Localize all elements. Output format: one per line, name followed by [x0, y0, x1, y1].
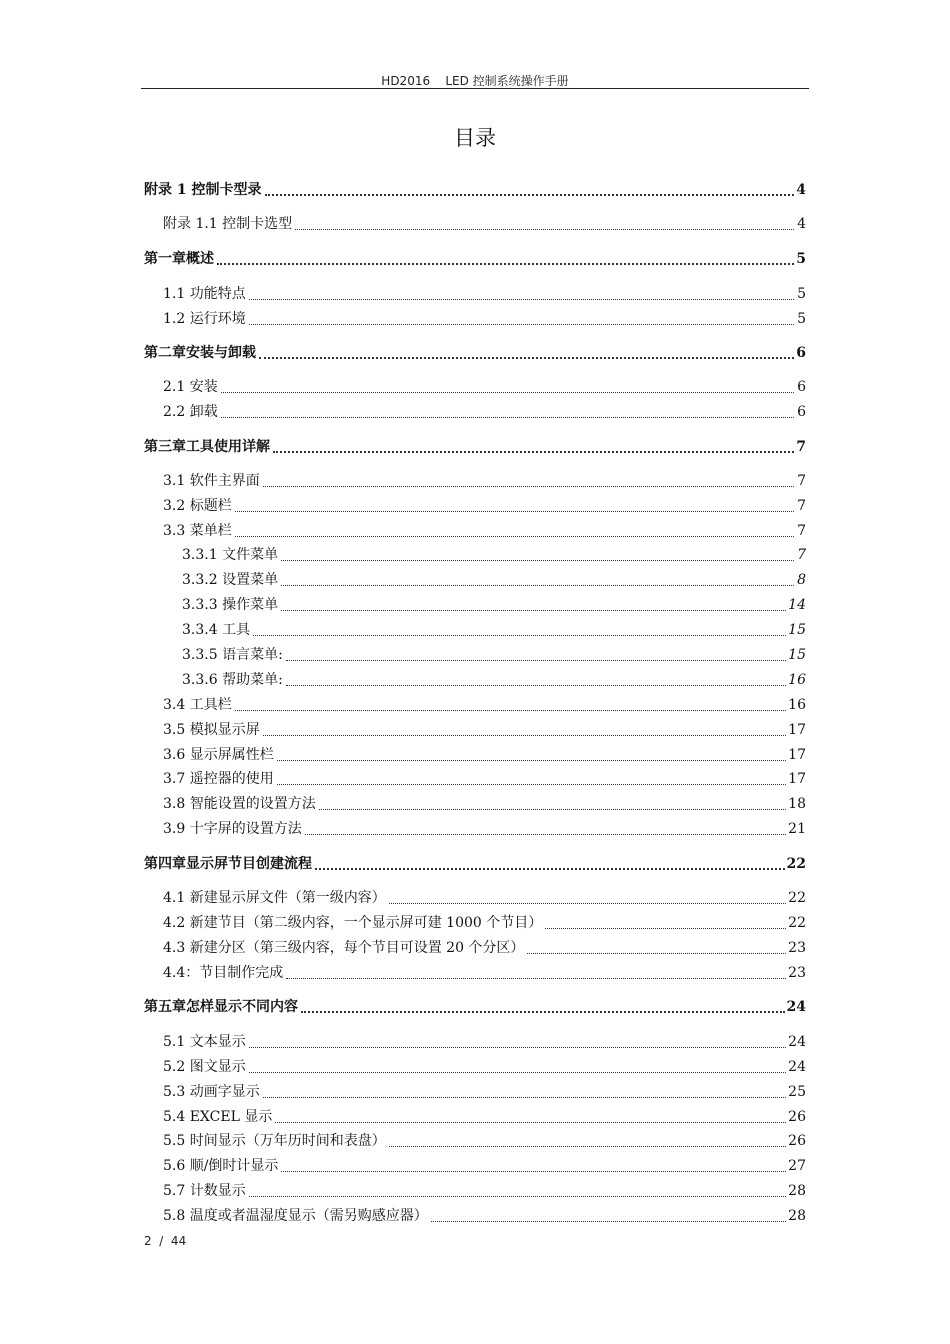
toc-entry-label: 3.3.1 文件菜单 [182, 547, 279, 563]
toc-entry[interactable] [163, 939, 806, 957]
toc-entry[interactable] [163, 721, 806, 739]
toc-leader-dots [286, 650, 786, 661]
toc-leader-dots [265, 184, 795, 196]
toc-entry-page: 14 [788, 597, 806, 613]
toc-entry[interactable] [144, 438, 806, 456]
toc-leader-dots [286, 968, 786, 979]
toc-entry-page: 4 [796, 182, 806, 198]
toc-entry[interactable] [163, 378, 806, 396]
toc-entry-page: 18 [788, 796, 806, 812]
toc-entry-label: 5.5 时间显示（万年历时间和表盘） [163, 1133, 386, 1149]
toc-leader-dots [277, 750, 786, 761]
toc-entry-page: 28 [788, 1208, 806, 1224]
toc-entry-page: 27 [788, 1158, 806, 1174]
toc-entry[interactable] [163, 310, 806, 328]
toc-entry-label: 3.2 标题栏 [163, 498, 232, 514]
toc-entry-page: 16 [788, 672, 806, 688]
toc-entry-label: 3.5 模拟显示屏 [163, 722, 260, 738]
toc-entry-page: 15 [788, 647, 806, 663]
toc-entry-label: 第四章显示屏节目创建流程 [144, 856, 312, 872]
toc-entry[interactable] [182, 571, 806, 589]
toc-entry-page: 23 [788, 940, 806, 956]
toc-leader-dots [273, 441, 794, 453]
toc-entry-label: 3.3.3 操作菜单 [182, 597, 279, 613]
toc-entry[interactable] [163, 795, 806, 813]
toc-entry-label: 3.3 菜单栏 [163, 523, 232, 539]
toc-leader-dots [253, 625, 786, 636]
toc-leader-dots [221, 407, 794, 418]
toc-entry-page: 24 [788, 1034, 806, 1050]
toc-entry-page: 24 [788, 1059, 806, 1075]
toc-entry[interactable] [163, 472, 806, 490]
page-number: 2 / 44 [144, 1234, 187, 1248]
toc-entry[interactable] [163, 964, 806, 982]
toc-entry-page: 4 [797, 216, 806, 232]
toc-leader-dots [286, 675, 786, 686]
toc-entry-label: 5.4 EXCEL 显示 [163, 1109, 273, 1125]
toc-entry-label: 4.1 新建显示屏文件（第一级内容） [163, 890, 386, 906]
toc-entry[interactable] [144, 855, 806, 873]
toc-leader-dots [281, 1161, 786, 1172]
toc-entry[interactable] [182, 646, 806, 664]
toc-leader-dots [281, 550, 794, 561]
toc-entry[interactable] [182, 621, 806, 639]
toc-entry[interactable] [163, 522, 806, 540]
toc-leader-dots [263, 1087, 786, 1098]
toc-entry-label: 3.9 十字屏的设置方法 [163, 821, 302, 837]
toc-entry-page: 7 [797, 547, 806, 563]
toc-entry-page: 23 [788, 965, 806, 981]
toc-entry[interactable] [163, 1207, 806, 1225]
toc-leader-dots [389, 893, 786, 904]
toc-entry-page: 17 [788, 771, 806, 787]
toc-entry-page: 5 [797, 311, 806, 327]
toc-leader-dots [301, 1001, 785, 1013]
toc-entry[interactable] [163, 497, 806, 515]
toc-leader-dots [249, 1037, 786, 1048]
toc-entry-page: 8 [797, 572, 806, 588]
toc-entry-label: 2.2 卸载 [163, 404, 218, 420]
toc-entry-page: 5 [797, 286, 806, 302]
toc-entry-page: 5 [796, 251, 806, 267]
toc-leader-dots [389, 1136, 786, 1147]
toc-entry-label: 3.7 遥控器的使用 [163, 771, 274, 787]
toc-entry[interactable] [182, 671, 806, 689]
toc-entry-label: 附录 1 控制卡型录 [144, 182, 262, 198]
toc-entry[interactable] [163, 215, 806, 233]
toc-entry-label: 4.2 新建节目（第二级内容，一个显示屏可建 1000 个节目） [163, 915, 543, 931]
toc-leader-dots [249, 289, 794, 300]
toc-entry[interactable] [163, 1132, 806, 1150]
toc-leader-dots [295, 219, 794, 230]
toc-entry[interactable] [163, 914, 806, 932]
toc-entry-page: 6 [797, 404, 806, 420]
toc-entry-label: 4.3 新建分区（第三级内容，每个节目可设置 20 个分区） [163, 940, 525, 956]
toc-entry-page: 16 [788, 697, 806, 713]
toc-entry-label: 第一章概述 [144, 251, 214, 267]
toc-leader-dots [315, 858, 785, 870]
toc-entry-label: 2.1 安装 [163, 379, 218, 395]
toc-entry-page: 24 [786, 999, 806, 1015]
toc-leader-dots [249, 1186, 786, 1197]
toc-entry-page: 22 [786, 856, 806, 872]
toc-entry[interactable] [163, 770, 806, 788]
toc-entry-label: 3.6 显示屏属性栏 [163, 747, 274, 763]
toc-entry-page: 6 [797, 379, 806, 395]
toc-entry-label: 第二章安装与卸载 [144, 345, 256, 361]
toc-leader-dots [235, 526, 794, 537]
toc-leader-dots [221, 382, 794, 393]
toc-entry[interactable] [144, 344, 806, 362]
toc-entry[interactable] [163, 746, 806, 764]
toc-entry-label: 1.1 功能特点 [163, 286, 246, 302]
toc-entry-page: 26 [788, 1133, 806, 1149]
toc-entry[interactable] [163, 1033, 806, 1051]
toc-leader-dots [259, 347, 794, 359]
toc-entry[interactable] [163, 285, 806, 303]
toc-entry[interactable] [163, 1083, 806, 1101]
toc-entry-page: 17 [788, 747, 806, 763]
toc-leader-dots [263, 476, 794, 487]
toc-entry-label: 3.3.2 设置菜单 [182, 572, 279, 588]
toc-leader-dots [281, 600, 786, 611]
toc-entry-label: 3.3.4 工具 [182, 622, 251, 638]
toc-entry-page: 26 [788, 1109, 806, 1125]
toc-entry-label: 3.4 工具栏 [163, 697, 232, 713]
toc-entry[interactable] [163, 1182, 806, 1200]
toc-entry-label: 5.1 文本显示 [163, 1034, 246, 1050]
toc-entry-page: 28 [788, 1183, 806, 1199]
toc-leader-dots [545, 918, 786, 929]
toc-leader-dots [263, 725, 786, 736]
toc-leader-dots [275, 1112, 786, 1123]
toc-entry-page: 17 [788, 722, 806, 738]
toc-entry-page: 6 [796, 345, 806, 361]
toc-entry[interactable] [163, 1157, 806, 1175]
toc-entry-page: 15 [788, 622, 806, 638]
toc-entry[interactable] [144, 250, 806, 268]
toc-entry[interactable] [163, 820, 806, 838]
toc-entry-page: 22 [788, 915, 806, 931]
toc-entry-label: 5.3 动画字显示 [163, 1084, 260, 1100]
toc-entry[interactable] [144, 998, 806, 1016]
toc-leader-dots [527, 943, 786, 954]
toc-leader-dots [249, 314, 794, 325]
toc-entry-page: 7 [796, 439, 806, 455]
toc-entry-page: 22 [788, 890, 806, 906]
toc-entry-label: 3.3.5 语言菜单: [182, 647, 283, 663]
toc-entry-label: 1.2 运行环境 [163, 311, 246, 327]
toc-entry-label: 第三章工具使用详解 [144, 439, 270, 455]
toc-entry-page: 21 [788, 821, 806, 837]
toc-entry[interactable] [144, 181, 806, 199]
toc-entry[interactable] [163, 889, 806, 907]
toc-entry-page: 7 [797, 523, 806, 539]
toc-entry-label: 第五章怎样显示不同内容 [144, 999, 298, 1015]
toc-entry-label: 5.2 图文显示 [163, 1059, 246, 1075]
page-title: 目录 [454, 126, 496, 150]
toc-leader-dots [249, 1062, 786, 1073]
toc-leader-dots [305, 824, 786, 835]
toc-entry[interactable] [163, 403, 806, 421]
toc-leader-dots [217, 253, 794, 265]
toc-leader-dots [281, 575, 794, 586]
toc-leader-dots [277, 774, 786, 785]
toc-entry-page: 7 [797, 498, 806, 514]
toc-entry-label: 3.1 软件主界面 [163, 473, 260, 489]
toc-entry-label: 附录 1.1 控制卡选型 [163, 216, 293, 232]
toc-leader-dots [235, 501, 794, 512]
toc-entry-label: 3.8 智能设置的设置方法 [163, 796, 316, 812]
toc-entry-label: 5.7 计数显示 [163, 1183, 246, 1199]
toc-entry-label: 5.8 温度或者温湿度显示（需另购感应器） [163, 1208, 428, 1224]
toc-entry-label: 3.3.6 帮助菜单: [182, 672, 283, 688]
toc-entry[interactable] [163, 1108, 806, 1126]
toc-entry[interactable] [163, 696, 806, 714]
running-header: HD2016 LED 控制系统操作手册 [381, 74, 569, 88]
toc-leader-dots [319, 799, 786, 810]
toc-entry-label: 4.4：节目制作完成 [163, 965, 284, 981]
toc-entry-page: 25 [788, 1084, 806, 1100]
toc-entry-page: 7 [797, 473, 806, 489]
toc-entry[interactable] [163, 1058, 806, 1076]
toc-leader-dots [431, 1211, 786, 1222]
toc-entry-label: 5.6 顺/倒时计显示 [163, 1158, 279, 1174]
toc-entry[interactable] [182, 546, 806, 564]
toc-leader-dots [235, 700, 786, 711]
toc-entry[interactable] [182, 596, 806, 614]
